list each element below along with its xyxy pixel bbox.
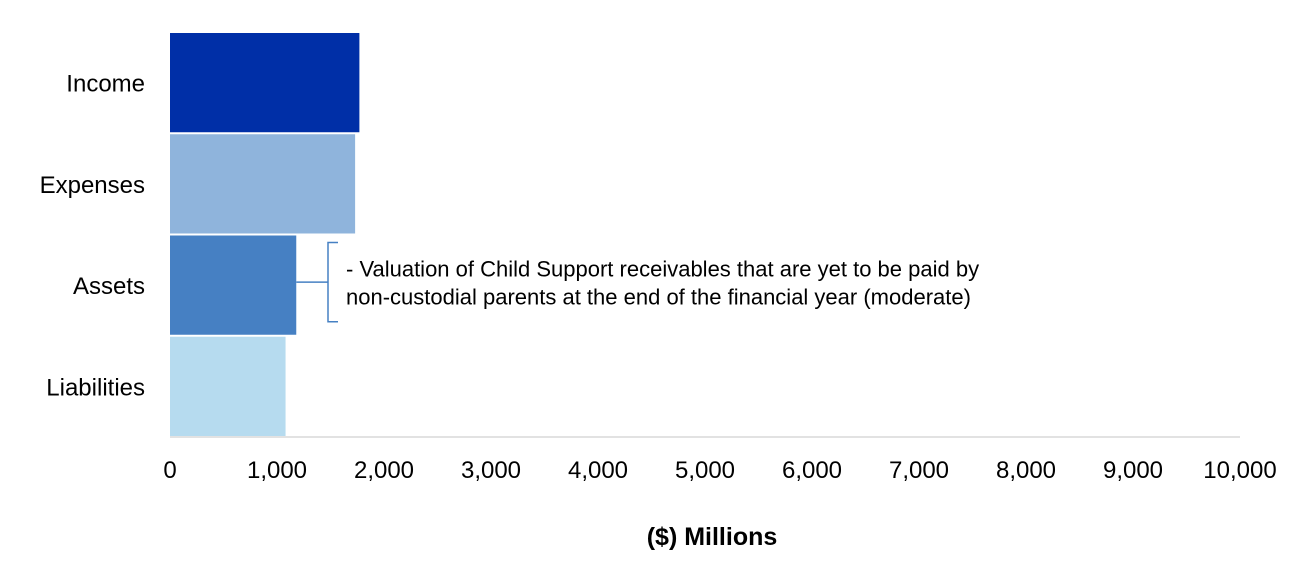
category-label-expenses: Expenses (39, 171, 145, 199)
x-tick-labels (163, 457, 1276, 484)
x-tick-label: 4,000 (567, 457, 629, 484)
bar-income (170, 33, 359, 132)
annotation-text-line: non-custodial parents at the end of the financial year (moderate) (346, 284, 971, 310)
x-tick-label: 9,000 (1102, 457, 1164, 484)
category-label-liabilities: Liabilities (46, 374, 145, 402)
annotation-bracket (328, 243, 338, 322)
x-tick-label: 6,000 (781, 457, 843, 484)
bar-assets (170, 236, 296, 335)
bar-liabilities (170, 337, 286, 436)
x-tick-label: 8,000 (995, 457, 1057, 484)
x-tick-label: 0 (163, 457, 177, 484)
x-tick-label: 1,000 (246, 457, 308, 484)
category-label-income: Income (66, 70, 145, 98)
bars-group (170, 33, 359, 436)
x-tick-label: 5,000 (674, 457, 736, 484)
category-labels (40, 71, 145, 402)
annotation (296, 243, 979, 322)
x-axis-title: ($) Millions (646, 523, 778, 551)
bar-expenses (170, 134, 355, 233)
category-label-assets: Assets (72, 273, 145, 301)
x-tick-label: 3,000 (460, 457, 522, 484)
annotation-text-line: - Valuation of Child Support receivables that are yet to be paid by (346, 256, 980, 282)
x-tick-label: 2,000 (353, 457, 415, 484)
x-tick-label: 10,000 (1203, 457, 1277, 484)
x-tick-label: 7,000 (888, 457, 950, 484)
